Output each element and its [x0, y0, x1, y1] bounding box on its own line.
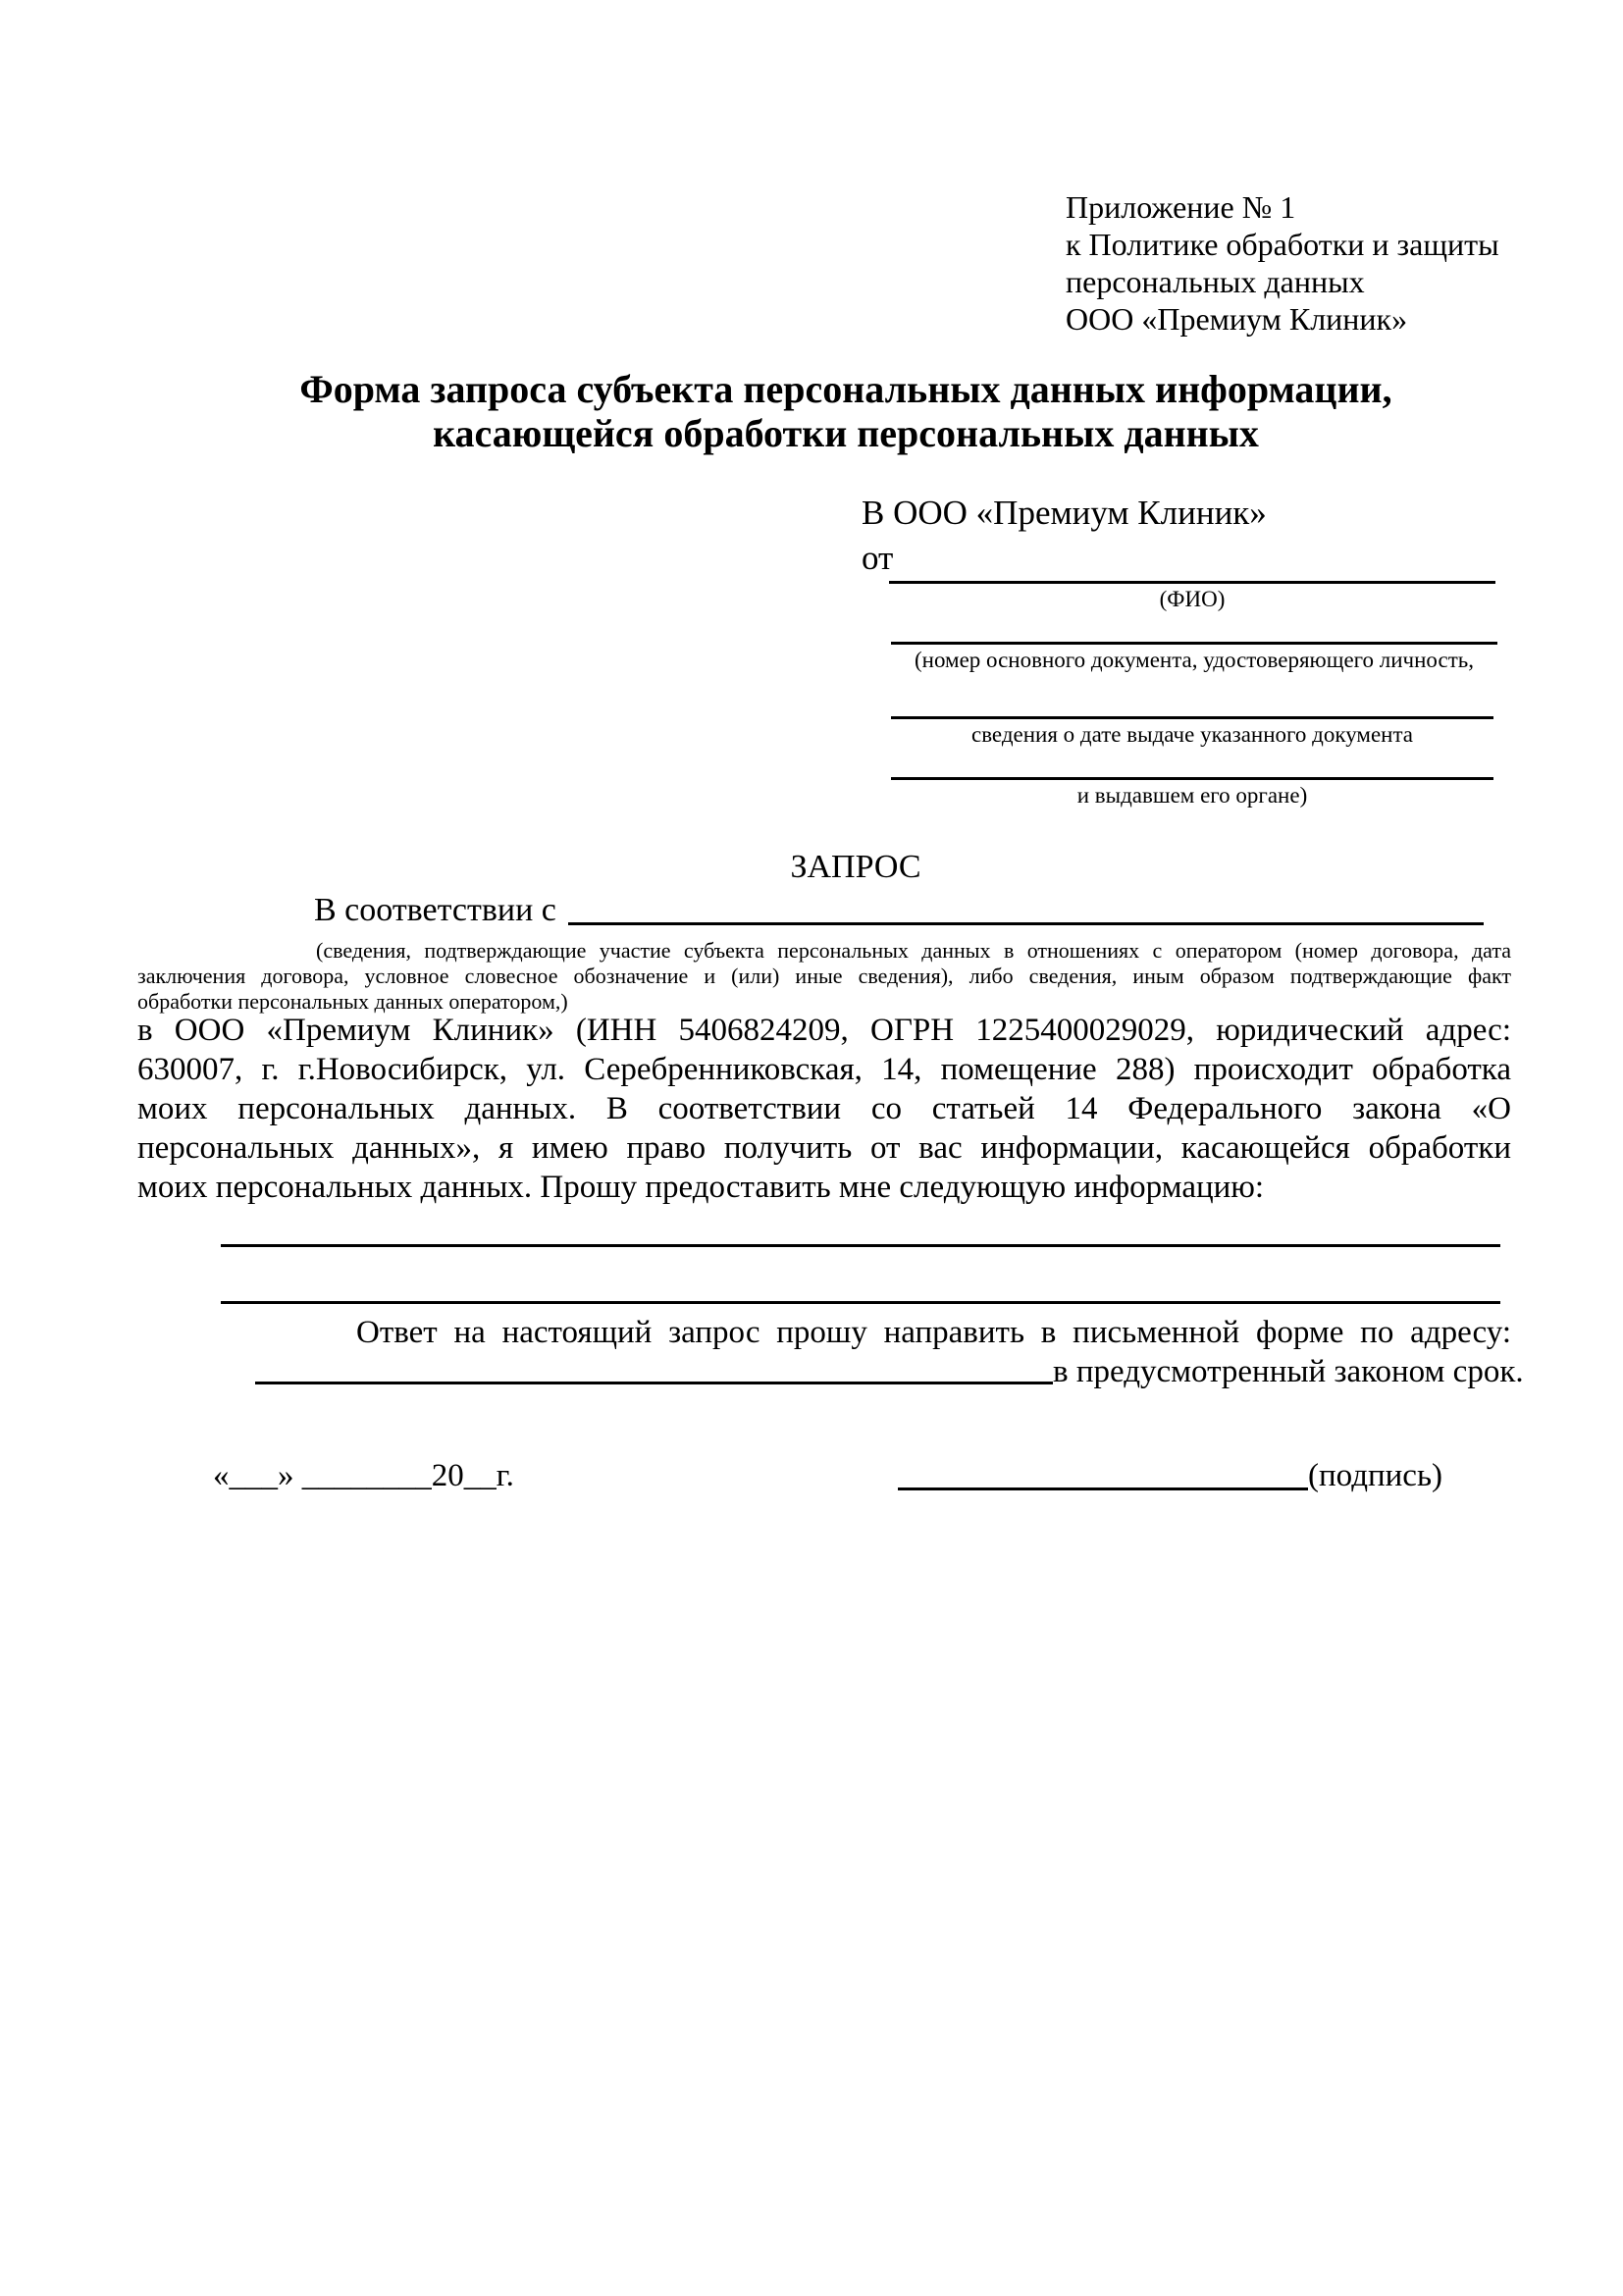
reply-line-1: Ответ на настоящий запрос прошу направить в письменной форме по адресу:: [356, 1315, 1511, 1350]
body-line-5: моих персональных данных. Прошу предоставить мне следующую информацию:: [137, 1170, 1265, 1205]
reply-address-blank-line: [255, 1382, 1053, 1384]
body-line-4: персональных данных», я имею право получить от вас информации, касающейся обработки: [137, 1130, 1511, 1166]
doc-date-caption: сведения о дате выдаче указанного документа: [970, 722, 1414, 747]
header-line-4: ООО «Премиум Клиник»: [1066, 301, 1408, 337]
header-line-3: персональных данных: [1066, 264, 1365, 299]
doc-issuer-blank-line: [891, 777, 1493, 780]
header-line-2: к Политике обработки и защиты: [1066, 227, 1499, 262]
addressee-to: В ООО «Премиум Клиник»: [862, 494, 1267, 532]
signature-blank-line: [898, 1487, 1308, 1490]
header-line-1: Приложение № 1: [1066, 189, 1296, 225]
answer-blank-line-2: [221, 1301, 1500, 1304]
appendix-header: [1066, 188, 1499, 338]
body-line-1: в ООО «Премиум Клиник» (ИНН 5406824209, ОГРН 1225400029029, юридический адрес:: [137, 1013, 1511, 1048]
body-line-2: 630007, г. г.Новосибирск, ул. Серебренниковская, 14, помещение 288) происходит обработка: [137, 1052, 1511, 1087]
form-title-line-2: касающейся обработки персональных данных: [433, 411, 1259, 455]
doc-date-blank-line: [891, 716, 1493, 719]
request-intro-row: [314, 891, 1484, 930]
form-title: [0, 367, 1623, 455]
request-body: [137, 1011, 1511, 1207]
date-blank: «___» ________20__г.: [213, 1458, 514, 1493]
fine-print: [137, 938, 1511, 1015]
addressee-from-label: от: [862, 539, 894, 577]
form-title-line-1: Форма запроса субъекта персональных данных информации,: [299, 367, 1392, 411]
request-intro-text: В соответствии с: [314, 892, 556, 928]
doc-issuer-caption: и выдавшем его органе): [1076, 783, 1308, 808]
fine-print-line-1: (сведения, подтверждающие участие субъекта персональных данных в отношениях с оператором (номер договора, дата: [316, 938, 1511, 963]
body-line-3: моих персональных данных. В соответствии со статьей 14 Федерального закона «О: [137, 1091, 1511, 1126]
answer-blank-line-1: [221, 1244, 1500, 1247]
signature-caption: (подпись): [1308, 1458, 1442, 1493]
doc-number-caption: (номер основного документа, удостоверяющего личность,: [914, 648, 1474, 672]
request-heading: ЗАПРОС: [790, 849, 921, 885]
fine-print-line-2: заключения договора, условное словесное обозначение и (или) иные сведения), либо сведения, иным образом подтверждающие факт: [137, 964, 1511, 988]
doc-number-blank-line: [891, 642, 1497, 645]
fio-blank-line: [889, 581, 1495, 584]
request-intro-blank-line: [568, 891, 1484, 925]
fine-print-line-3: обработки персональных данных оператором,): [137, 989, 568, 1014]
fio-caption: (ФИО): [1159, 587, 1226, 611]
reply-line-2-suffix: в предусмотренный законом срок.: [1053, 1354, 1524, 1389]
